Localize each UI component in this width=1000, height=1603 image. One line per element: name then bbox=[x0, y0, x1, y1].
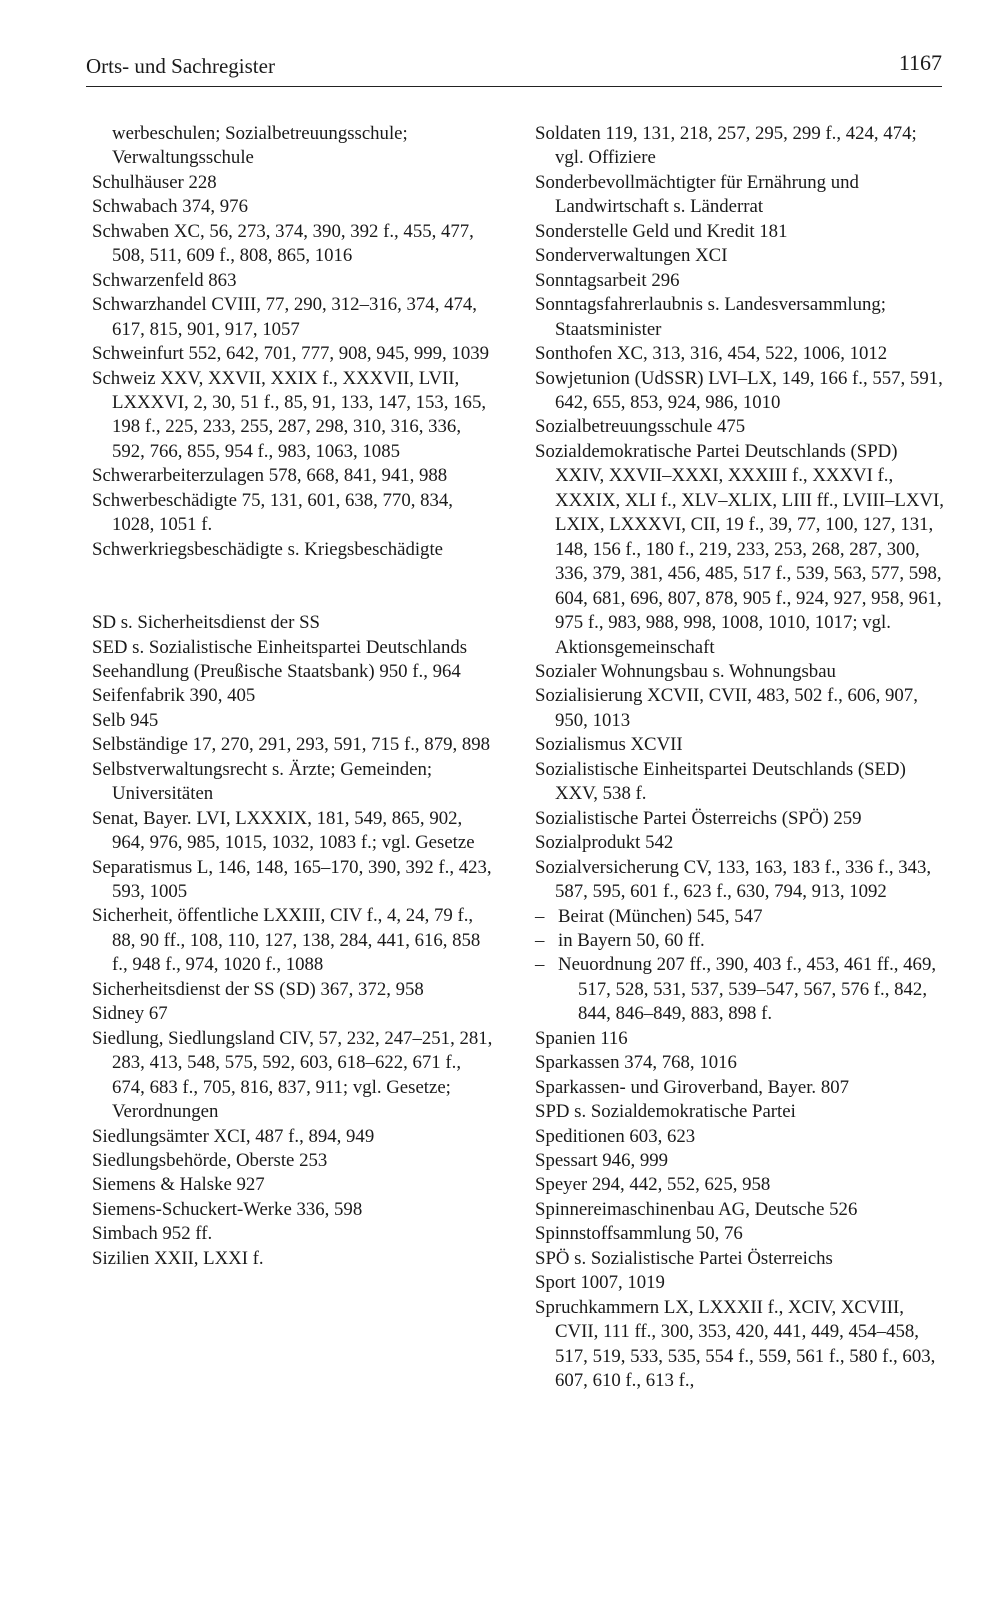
index-entry: SED s. Sozialistische Einheitspartei Deutschlands bbox=[92, 636, 468, 658]
subentry-text: Beirat (München) 545, 547 bbox=[558, 905, 763, 927]
index-entry: Sozialisierung XCVII, CVII, 483, 502 f., 606, 907, 950, 1013 bbox=[535, 685, 918, 731]
index-entry: werbeschulen; Sozialbetreuungsschule; Verwaltungsschule bbox=[112, 123, 408, 169]
index-entry: Seehandlung (Preußische Staatsbank) 950 f., 964 bbox=[92, 660, 461, 682]
index-subentry bbox=[535, 929, 947, 953]
subentry-text: Neuordnung 207 ff., 390, 403 f., 453, 461 ff., 469, 517, 528, 531, 537, 539–547, 567, 576 f., 842, 844, 846–849, 883, 898 f. bbox=[558, 954, 937, 1025]
index-entry: Schwerarbeiterzulagen 578, 668, 841, 941, 988 bbox=[92, 465, 448, 487]
index-entry: Siedlungsämter XCI, 487 f., 894, 949 bbox=[92, 1125, 375, 1147]
index-entry: Schweiz XXV, XXVII, XXIX f., XXXVII, LVII, LXXXVI, 2, 30, 51 f., 85, 91, 133, 147, 153, 165, 198 f., 225, 233, 255, 287, 298, 310, 316, 336, 592, 766, 855, 954 f., 983, 1063, 1085 bbox=[92, 367, 487, 462]
index-entry: Sonderstelle Geld und Kredit 181 bbox=[535, 220, 788, 242]
index-entry: Sozialer Wohnungsbau s. Wohnungsbau bbox=[535, 660, 836, 682]
index-entry: Schwaben XC, 56, 273, 374, 390, 392 f., 455, 477, 508, 511, 609 f., 808, 865, 1016 bbox=[92, 220, 474, 267]
index-entry: Seifenfabrik 390, 405 bbox=[92, 685, 256, 707]
index-entry: SD s. Sicherheitsdienst der SS bbox=[92, 612, 320, 634]
index-entry: Sport 1007, 1019 bbox=[535, 1272, 665, 1294]
index-entry: Speditionen 603, 623 bbox=[535, 1125, 696, 1147]
index-entry: Sozialismus XCVII bbox=[535, 734, 683, 756]
section-title: Orts- und Sachregister bbox=[86, 54, 275, 78]
index-entry: Sonntagsarbeit 296 bbox=[535, 269, 680, 291]
index-entry: Spessart 946, 999 bbox=[535, 1150, 669, 1172]
index-entry: Schwerbeschädigte 75, 131, 601, 638, 770, 834, 1028, 1051 f. bbox=[92, 489, 453, 536]
index-subentry bbox=[535, 953, 947, 1026]
index-entry: Sonntagsfahrerlaubnis s. Landesversammlung; Staatsminister bbox=[535, 294, 887, 340]
index-entry: SPÖ s. Sozialistische Partei Österreichs bbox=[535, 1247, 833, 1269]
index-entry: Sonderverwaltungen XCI bbox=[535, 245, 728, 267]
index-entry: Sonderbevollmächtigter für Ernährung und Landwirtschaft s. Länderrat bbox=[535, 171, 859, 218]
index-entry: Sozialbetreuungsschule 475 bbox=[535, 416, 746, 438]
subentry-dash: – bbox=[535, 954, 545, 976]
index-entry: Siemens-Schuckert-Werke 336, 598 bbox=[92, 1198, 363, 1220]
index-column-left bbox=[92, 122, 497, 1271]
page-header bbox=[86, 50, 942, 87]
index-entry: Sozialistische Einheitspartei Deutschlands (SED) XXV, 538 f. bbox=[535, 758, 906, 805]
index-entry: Siedlungsbehörde, Oberste 253 bbox=[92, 1150, 328, 1172]
index-entry: Sparkassen 374, 768, 1016 bbox=[535, 1052, 737, 1074]
page-number: 1167 bbox=[898, 50, 942, 75]
index-subentry bbox=[535, 905, 947, 929]
index-entry: Spanien 116 bbox=[535, 1027, 628, 1049]
index-entry: Sizilien XXII, LXXI f. bbox=[92, 1247, 264, 1269]
index-entry: Separatismus L, 146, 148, 165–170, 390, 392 f., 423, 593, 1005 bbox=[92, 856, 492, 903]
index-entry: Selb 945 bbox=[92, 709, 159, 731]
subentry-text: in Bayern 50, 60 ff. bbox=[558, 929, 705, 951]
index-entry: Sicherheitsdienst der SS (SD) 367, 372, 958 bbox=[92, 978, 424, 1000]
index-entry: Sozialdemokratische Partei Deutschlands (SPD) XXIV, XXVII–XXXI, XXXIII f., XXXVI f., XXXIX, XLI f., XLV–XLIX, LIII ff., LVIII–LXVI, LXIX, LXXXVI, CII, 19 f., 39, 77, 100, 127, 131, 148, 156 f., 180 f., 219, 233, 253, 268, 287, 300, 336, 379, 381, 456, 485, 517 f., 539, 563, 577, 598, 604, 681, 696, 807, 878, 905 f., 924, 927, 958, 961, 975 f., 983, 988, 998, 1008, 1010, 1017; vgl. Aktionsgemeinschaft bbox=[535, 440, 944, 658]
index-entry: Speyer 294, 442, 552, 625, 958 bbox=[535, 1174, 771, 1196]
index-entry: Sozialversicherung CV, 133, 163, 183 f., 336 f., 343, 587, 595, 601 f., 623 f., 630, 794, 913, 1092 bbox=[535, 856, 932, 903]
index-entry: Schwarzhandel CVIII, 77, 290, 312–316, 374, 474, 617, 815, 901, 917, 1057 bbox=[92, 294, 477, 340]
index-entry: Sicherheit, öffentliche LXXIII, CIV f., 4, 24, 79 f., 88, 90 ff., 108, 110, 127, 138, 284, 441, 616, 858 f., 948 f., 974, 1020 f., 1088 bbox=[92, 905, 481, 976]
index-entry: Schwabach 374, 976 bbox=[92, 196, 248, 218]
index-entry: Sozialprodukt 542 bbox=[535, 832, 674, 854]
index-entry: Sozialistische Partei Österreichs (SPÖ) 259 bbox=[535, 807, 862, 829]
letter-gap bbox=[92, 562, 497, 611]
index-entry: Selbstverwaltungsrecht s. Ärzte; Gemeinden; Universitäten bbox=[92, 758, 433, 805]
index-entry: Spruchkammern LX, LXXXII f., XCIV, XCVIII, CVII, 111 ff., 300, 353, 420, 441, 449, 454–458, 517, 519, 533, 535, 554 f., 559, 561 f., 580 f., 603, 607, 610 f., 613 f., bbox=[535, 1296, 936, 1392]
index-entry: Schwerkriegsbeschädigte s. Kriegsbeschädigte bbox=[92, 538, 443, 560]
index-entry: Sidney 67 bbox=[92, 1003, 168, 1025]
index-entry: Siedlung, Siedlungsland CIV, 57, 232, 247–251, 281, 283, 413, 548, 575, 592, 603, 618–622, 671 f., 674, 683 f., 705, 816, 837, 911; vgl. Gesetze; Verordnungen bbox=[92, 1027, 493, 1123]
index-entry: Sonthofen XC, 313, 316, 454, 522, 1006, 1012 bbox=[535, 343, 888, 365]
index-entry: Schweinfurt 552, 642, 701, 777, 908, 945, 999, 1039 bbox=[92, 343, 489, 365]
index-entry: SPD s. Sozialdemokratische Partei bbox=[535, 1101, 796, 1123]
subentry-dash: – bbox=[535, 929, 545, 951]
index-entry: Senat, Bayer. LVI, LXXXIX, 181, 549, 865, 902, 964, 976, 985, 1015, 1032, 1083 f.; vgl. Gesetze bbox=[92, 807, 475, 854]
index-entry: Sowjetunion (UdSSR) LVI–LX, 149, 166 f., 557, 591, 642, 655, 853, 924, 986, 1010 bbox=[535, 367, 943, 413]
index-entry: Schulhäuser 228 bbox=[92, 171, 217, 193]
index-entry: Selbständige 17, 270, 291, 293, 591, 715 f., 879, 898 bbox=[92, 734, 491, 756]
index-entry: Soldaten 119, 131, 218, 257, 295, 299 f., 424, 474; vgl. Offiziere bbox=[535, 123, 917, 169]
index-entry: Siemens & Halske 927 bbox=[92, 1174, 265, 1196]
index-entry: Spinnereimaschinenbau AG, Deutsche 526 bbox=[535, 1198, 858, 1220]
subentry-dash: – bbox=[535, 905, 545, 927]
index-entry: Schwarzenfeld 863 bbox=[92, 269, 237, 291]
index-entry: Simbach 952 ff. bbox=[92, 1223, 213, 1245]
index-entry: Spinnstoffsammlung 50, 76 bbox=[535, 1223, 743, 1245]
index-column-right bbox=[535, 122, 947, 1394]
index-entry: Sparkassen- und Giroverband, Bayer. 807 bbox=[535, 1076, 849, 1098]
